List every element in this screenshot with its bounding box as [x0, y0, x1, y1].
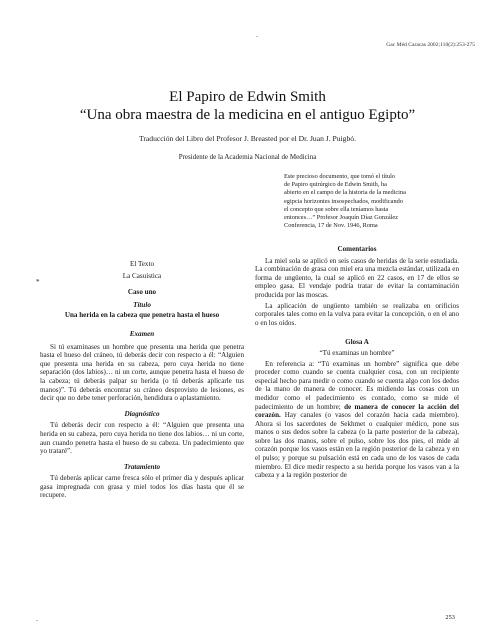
- article-subtitle: “Una obra maestra de la medicina en el antiguo Egipto”: [79, 107, 416, 123]
- case-label: Caso uno: [127, 288, 157, 297]
- glosa-text-b: Hay canales (o vasos del corazón hacia cada miembro). Ahora si los sacerdotes de Sekhmet o cualquier médico, pone sus manos o sus dedos sobre la cabeza (o la parte posterior de la cabeza), sobre las dos manos, sobre el pulso, sobre los dos pies, el mide al corazón porque los vasos están en la región posterior de la cabeza y en el pulso; y porque su pulsación está en cada uno de los vasos de cada miembro. El dice medir respecto a su herida porque los vasos van a la cabeza y a la región posterior de: [255, 411, 459, 480]
- article-title: El Papiro de Edwin Smith: [169, 89, 326, 105]
- page-number: 253: [445, 614, 455, 621]
- epigraph-line: el concepto que sobre ella teníamos hasta: [284, 205, 389, 213]
- tratamiento-label: Tratamiento: [124, 462, 160, 471]
- top-mark: -: [256, 34, 258, 40]
- author-affiliation: Presidente de la Academia Nacional de Medicina: [178, 153, 317, 161]
- case-title: Una herida en la cabeza que penetra hasta el hueso: [64, 311, 220, 320]
- translation-credit: Traducción del Libro del Profesor J. Breasted por el Dr. Juan J. Puigbó.: [139, 134, 356, 143]
- section-heading-texto: El Texto: [130, 260, 154, 268]
- section-heading-casuistica: La Casuística: [122, 271, 162, 280]
- epigraph-line: entonces…” Profesor Joaquín Díaz González: [284, 214, 399, 222]
- tratamiento-text: Tú deberás aplicar carne fresca sólo el primer día y después aplicar gasa impregnada con grasa y miel todos los días hasta que él se recupere.: [40, 474, 244, 500]
- epigraph: [284, 173, 454, 230]
- diagnostico-text: Tú deberás decir con respecto a él: “Alguien que presenta una herida en su cabeza, pero cuya herida no tiene dos labios… ni un corte, aun cuando penetra hasta el hueso de su cabeza. Un padecimiento que yo trataré”.: [40, 421, 244, 456]
- glosa-text-a: En referencia a: “Tú examinas un hombre” significa que debe proceder como cuando se cuenta cualquier cosa, con un recipiente especial hecho para medir o como cuando se cuenta algo con los dedos de la mano de manera de conocer. Es midiendo las cosas con un medidor como el padecimiento es contado, como se mide el padecimiento de un hombre;: [255, 359, 459, 411]
- right-column: [255, 245, 459, 480]
- epigraph-line: abierto en el campo de la historia de la medicina: [284, 189, 406, 197]
- examen-text: Si tú examinases un hombre que presenta una herida que penetra hasta el hueso del cráneo, tú deberás decir con respecto a él: “Alguien que presenta una herida en su cabeza, pero cuya herida no tiene separación (dos labios)… ni un corte, aunque penetra hasta el hueso de la cabeza; tú deberás palpar su herida (o tú deberás aplicarle tus manos)”. Tú deberás encontrar su cráneo desprovisto de lesiones, es decir que no debe tener perforación, hendidura o aplastamiento.: [40, 342, 244, 403]
- glosa-quote: “Tú examinas un hombre”: [319, 348, 395, 357]
- titulo-label: Título: [133, 300, 151, 309]
- epigraph-line: egipcia horizontes insospechados, modificando: [284, 197, 403, 205]
- epigraph-line: de Papiro quirúrgico de Edwin Smith, ha: [284, 181, 387, 189]
- footnote-asterisk: *: [36, 278, 40, 287]
- epigraph-line: Este precioso documento, que tomó el título: [284, 173, 396, 180]
- glosa-bold: de manera de conocer la acción del corazón.: [255, 402, 459, 420]
- journal-citation: Gac Méd Caracas 2002;110(2):253-275: [386, 42, 475, 48]
- comentarios-label: Comentarios: [337, 245, 377, 253]
- examen-label: Examen: [129, 329, 155, 338]
- comentarios-paragraph-2: La aplicación de ungüento también se realizaba en orificios corporales tales como en la vulva para evitar la concepción, o en el ano o en los oídos.: [255, 301, 459, 327]
- glosa-text: [255, 360, 459, 480]
- footer-mark: -: [36, 618, 38, 624]
- diagnostico-label: Diagnóstico: [124, 409, 160, 418]
- comentarios-paragraph-1: La miel sola se aplicó en seis casos de heridas de la serie estudiada. La combinación de grasa con miel era una mezcla estándar, utilizada en forma de ungüento, la cual se aplicó en 22 casos, en 17 de ellos se empleo gasa. El vendaje podría tratar de evitar la contaminación producida por las moscas.: [255, 256, 459, 299]
- left-column: [36, 260, 244, 500]
- glosa-label: Glosa A: [345, 338, 369, 347]
- epigraph-line: Conferencia, 17 de Nov. 1946, Roma: [284, 222, 378, 230]
